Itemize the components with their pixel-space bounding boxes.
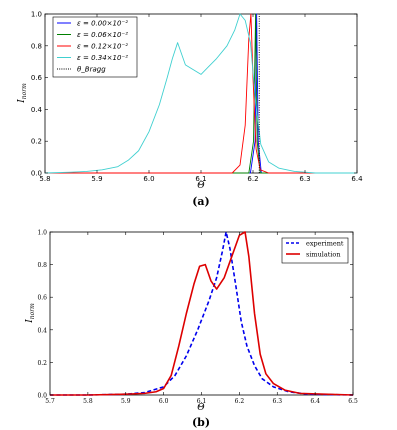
x-tick-label: 6.0 [143,175,155,183]
x-axis-label-b: Θ [197,403,205,413]
x-tick-label: 6.3 [299,175,311,183]
legend-b [282,238,348,263]
legend-label: ε = 0.06×10⁻² [77,31,128,39]
y-tick-label: 0.4 [30,105,42,114]
x-tick-label: 6.5 [348,398,358,405]
y-tick-label: 0.6 [37,294,47,302]
caption-b: (b) [191,416,211,429]
y-tick-label: 1.0 [30,10,42,19]
legend-a [53,17,137,77]
y-tick-label: 0.4 [37,327,47,335]
y-axis-label-a: $I_{norm}$ [17,83,28,103]
legend-label: ε = 0.34×10⁻² [77,54,128,62]
x-tick-label: 5.9 [91,175,103,183]
legend-label: simulation [306,250,341,259]
y-tick-label: 0.8 [30,42,42,51]
legend-label: experiment [306,239,344,248]
x-axis-label-a: Θ [197,181,205,191]
caption-a: (a) [192,195,210,208]
x-tick-label: 6.4 [351,175,363,183]
x-tick-label: 6.3 [272,398,283,405]
x-tick-label: 6.2 [234,398,245,405]
y-tick-label: 0.2 [30,137,42,146]
x-tick-label: 6.0 [158,398,169,405]
x-tick-label: 6.1 [196,398,207,405]
y-tick-label: 0.0 [37,392,47,400]
y-tick-label: 1.0 [37,229,47,237]
legend-label: θ_Bragg [77,65,106,74]
x-tick-label: 5.7 [45,398,55,405]
x-tick-label: 6.2 [247,175,259,183]
y-tick-label: 0.0 [30,169,42,178]
y-tick-label: 0.6 [30,74,42,83]
x-tick-label: 6.1 [195,175,207,183]
legend-label: ε = 0.12×10⁻² [77,42,128,51]
chart-a [17,11,363,209]
y-tick-label: 0.8 [37,262,47,270]
y-axis-label-b: $I_{norm}$ [25,303,36,323]
x-tick-label: 5.8 [83,398,93,405]
chart-b [25,230,358,430]
x-tick-label: 5.8 [39,175,51,183]
legend-label: ε = 0.00×10⁻² [77,19,128,28]
y-tick-label: 0.2 [37,359,47,367]
x-tick-label: 5.9 [120,398,131,405]
x-tick-label: 6.4 [310,398,320,405]
